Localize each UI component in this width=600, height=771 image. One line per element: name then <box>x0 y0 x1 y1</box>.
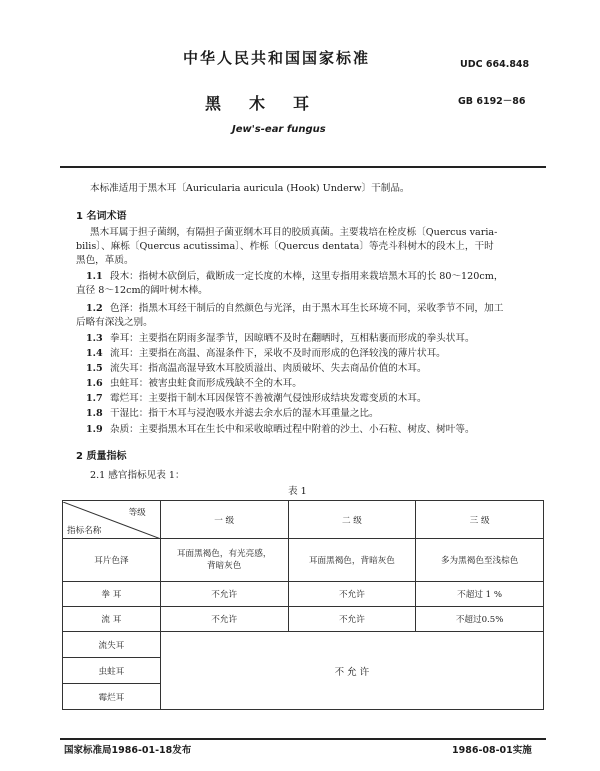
grade-header: 二 级 <box>288 501 416 539</box>
row-label: 耳片色泽 <box>63 539 161 582</box>
term-number: 1.8 <box>86 408 103 419</box>
table-cell: 耳面黑褐色，背暗灰色 <box>288 539 416 582</box>
udc-code: UDC 664.848 <box>460 59 530 70</box>
term-number: 1.2 <box>86 303 103 314</box>
table-cell: 不允许 <box>288 582 416 607</box>
table-header-row <box>63 501 544 539</box>
intro-text: 本标准适用于黑木耳〔Auricularia auricula (Hook) Underw〕干制品。 <box>90 183 410 194</box>
quality-table <box>62 500 544 710</box>
table-cell: 不允许 <box>160 607 288 632</box>
row-label: 虫蛀耳 <box>63 658 161 684</box>
grade-header: 三 级 <box>416 501 544 539</box>
row-label: 拳 耳 <box>63 582 161 607</box>
term-1-5 <box>86 363 427 375</box>
term-text: 流耳：主要指在高温、高湿条件下，采收不及时而形成的色泽较浅的薄片状耳。 <box>110 348 446 359</box>
header-rule <box>60 166 546 168</box>
corner-bottom-label: 指标名称 <box>67 525 102 536</box>
table-cell: 不允许 <box>288 607 416 632</box>
term-number: 1.6 <box>86 378 103 389</box>
effective-date: 1986-08-01实施 <box>452 745 532 756</box>
term-number: 1.1 <box>86 271 103 282</box>
term-text: 色泽：指黑木耳经干制后的自然颜色与光泽，由于黑木耳生长环境不同，采收季节不同，加工 <box>110 303 504 314</box>
term-1-1-cont: 直径 8～12cm的阔叶树木棒。 <box>76 285 208 296</box>
table-cell: 不允许 <box>160 582 288 607</box>
section-2-heading: 2 质量指标 <box>76 451 127 462</box>
table-row <box>63 539 544 582</box>
row-label: 霉烂耳 <box>63 684 161 710</box>
table-row <box>63 607 544 632</box>
merged-value-cell: 不 允 许 <box>160 632 543 710</box>
row-label: 流失耳 <box>63 632 161 658</box>
term-number: 1.9 <box>86 424 103 435</box>
term-1-3 <box>86 333 475 345</box>
corner-top-label: 等级 <box>128 507 146 518</box>
term-1-2 <box>86 303 503 315</box>
footer-rule <box>60 738 546 740</box>
term-text: 杂质：主要指黑木耳在生长中和采收晾晒过程中附着的沙土、小石粒、树皮、树叶等。 <box>110 424 475 435</box>
document-title-en: Jew's-ear fungus <box>232 124 326 135</box>
table-cell: 不超过0.5% <box>416 607 544 632</box>
term-1-9 <box>86 424 475 436</box>
table-cell: 耳面黑褐色，有光亮感，背暗灰色 <box>160 539 288 582</box>
document-title: 黑木耳 <box>205 94 338 113</box>
s1-para-line-2: bilis〕、麻栎〔Quercus acutissima〕、柞栎〔Quercus dentata〕等壳斗科树木的段木上，干时 <box>76 241 494 252</box>
grade-header: 一 级 <box>160 501 288 539</box>
table-caption: 表 1 <box>288 486 307 497</box>
term-1-6 <box>86 378 302 390</box>
term-number: 1.3 <box>86 333 103 344</box>
term-number: 1.7 <box>86 393 103 404</box>
term-1-8 <box>86 408 379 420</box>
table-row <box>63 632 544 658</box>
s1-para-line-1: 黑木耳属于担子菌纲，有隔担子菌亚纲木耳目的胶质真菌。主要栽培在栓皮栎〔Quercus varia- <box>90 227 498 238</box>
term-text: 段木：指树木砍倒后，截断成一定长度的木棒，这里专指用来栽培黑木耳的长 80～120cm， <box>110 271 504 282</box>
term-1-4 <box>86 348 446 360</box>
term-number: 1.4 <box>86 348 103 359</box>
row-label: 流 耳 <box>63 607 161 632</box>
issue-date: 国家标准局1986-01-18发布 <box>64 745 192 756</box>
term-1-7 <box>86 393 427 405</box>
s1-para-line-3: 黑色，革质。 <box>76 255 134 266</box>
table-corner-cell <box>63 501 161 539</box>
section-1-heading: 1 名词术语 <box>76 211 127 222</box>
section-2-1: 2.1 感官指标见表 1： <box>90 470 185 481</box>
term-text: 流失耳：指高温高湿导致木耳胶质溢出、肉质破坏、失去商品价值的木耳。 <box>110 363 427 374</box>
term-1-2-cont: 后略有深浅之别。 <box>76 317 153 328</box>
table-row <box>63 582 544 607</box>
term-text: 拳耳：主要指在阴雨多湿季节，因晾晒不及时在翻晒时，互相粘裹而形成的拳头状耳。 <box>110 333 475 344</box>
table-cell: 多为黑褐色至浅棕色 <box>416 539 544 582</box>
gb-code: GB 6192－86 <box>458 96 526 107</box>
term-text: 干湿比：指干木耳与浸泡吸水并滤去余水后的湿木耳重量之比。 <box>110 408 379 419</box>
table-cell: 不超过 1 % <box>416 582 544 607</box>
standard-org-title: 中华人民共和国国家标准 <box>183 49 371 67</box>
term-1-1 <box>86 271 503 283</box>
term-number: 1.5 <box>86 363 103 374</box>
term-text: 霉烂耳：主要指干制木耳因保管不善被潮气侵蚀形成结块发霉变质的木耳。 <box>110 393 427 404</box>
term-text: 虫蛀耳：被害虫蛀食而形成残缺不全的木耳。 <box>110 378 302 389</box>
